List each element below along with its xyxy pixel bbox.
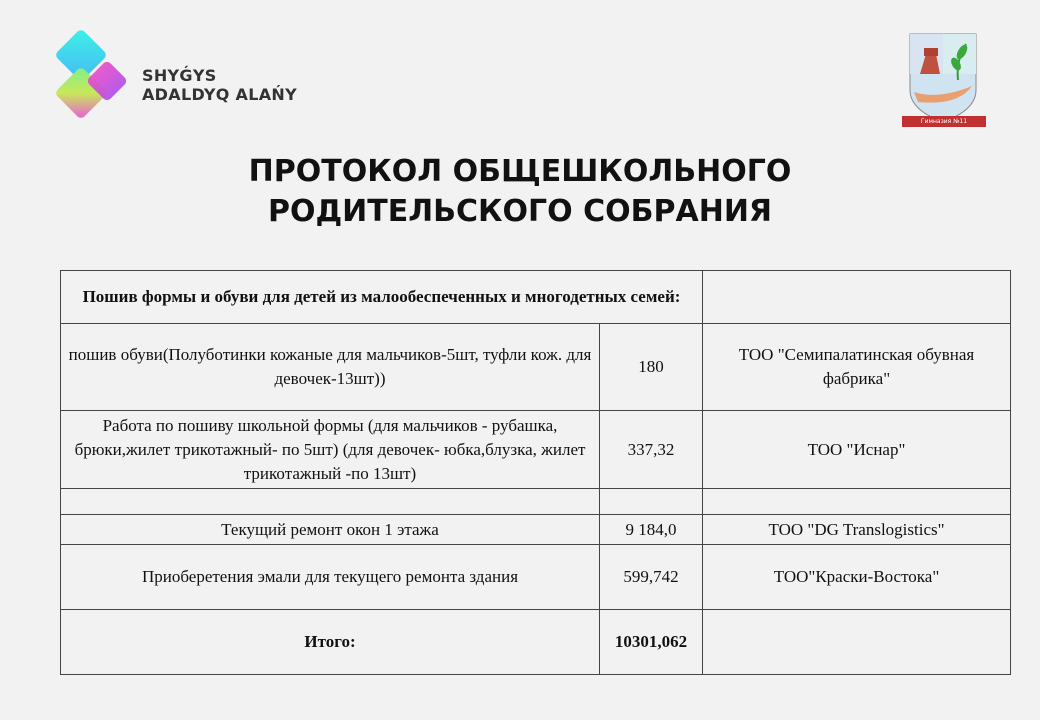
table-header-cell: Пошив формы и обуви для детей из малообеспеченных и многодетных семей: [61,271,703,324]
amount-cell: 9 184,0 [600,515,703,545]
table-row [61,411,1011,489]
brand-name [142,66,297,104]
table-row-empty [61,489,1011,515]
brand-logo-icon [48,30,138,134]
item-cell: Текущий ремонт окон 1 этажа [61,515,600,545]
amount-cell: 599,742 [600,545,703,610]
supplier-cell: ТОО "Иснар" [703,411,1011,489]
brand-line-1: SHYǴYS [142,66,217,85]
amount-cell [600,489,703,515]
table-header-row [61,271,1011,324]
title-line-2: РОДИТЕЛЬСКОГО СОБРАНИЯ [267,194,773,229]
table-header-empty-cell [703,271,1011,324]
table-total-row [61,610,1011,675]
gymnasium-emblem [898,30,990,134]
brand-line-2: ADALDYQ ALAŃY [142,85,297,104]
item-cell: Приоберетения эмали для текущего ремонта здания [61,545,600,610]
amount-cell: 337,32 [600,411,703,489]
table-row [61,545,1011,610]
supplier-cell: ТОО"Краски-Востока" [703,545,1011,610]
item-cell [61,489,600,515]
item-cell: пошив обуви(Полуботинки кожаные для мальчиков-5шт, туфли кож. для девочек-13шт)) [61,324,600,411]
expenses-table [60,270,1011,675]
supplier-cell [703,489,1011,515]
table-row [61,324,1011,411]
table-row [61,515,1011,545]
total-label-cell: Итого: [61,610,600,675]
total-value-cell: 10301,062 [600,610,703,675]
item-cell: Работа по пошиву школьной формы (для мальчиков - рубашка, брюки,жилет трикотажный- по 5шт) (для девочек- юбка,блузка, жилет трикотажный -по 13шт) [61,411,600,489]
supplier-cell: ТОО "DG Translogistics" [703,515,1011,545]
total-empty-cell [703,610,1011,675]
emblem-label: Гимназия №11 [920,118,968,125]
page-title [200,152,840,232]
amount-cell: 180 [600,324,703,411]
title-line-1: ПРОТОКОЛ ОБЩЕШКОЛЬНОГО [248,154,792,189]
supplier-cell: ТОО "Семипалатинская обувная фабрика" [703,324,1011,411]
brand-logo [48,30,318,134]
